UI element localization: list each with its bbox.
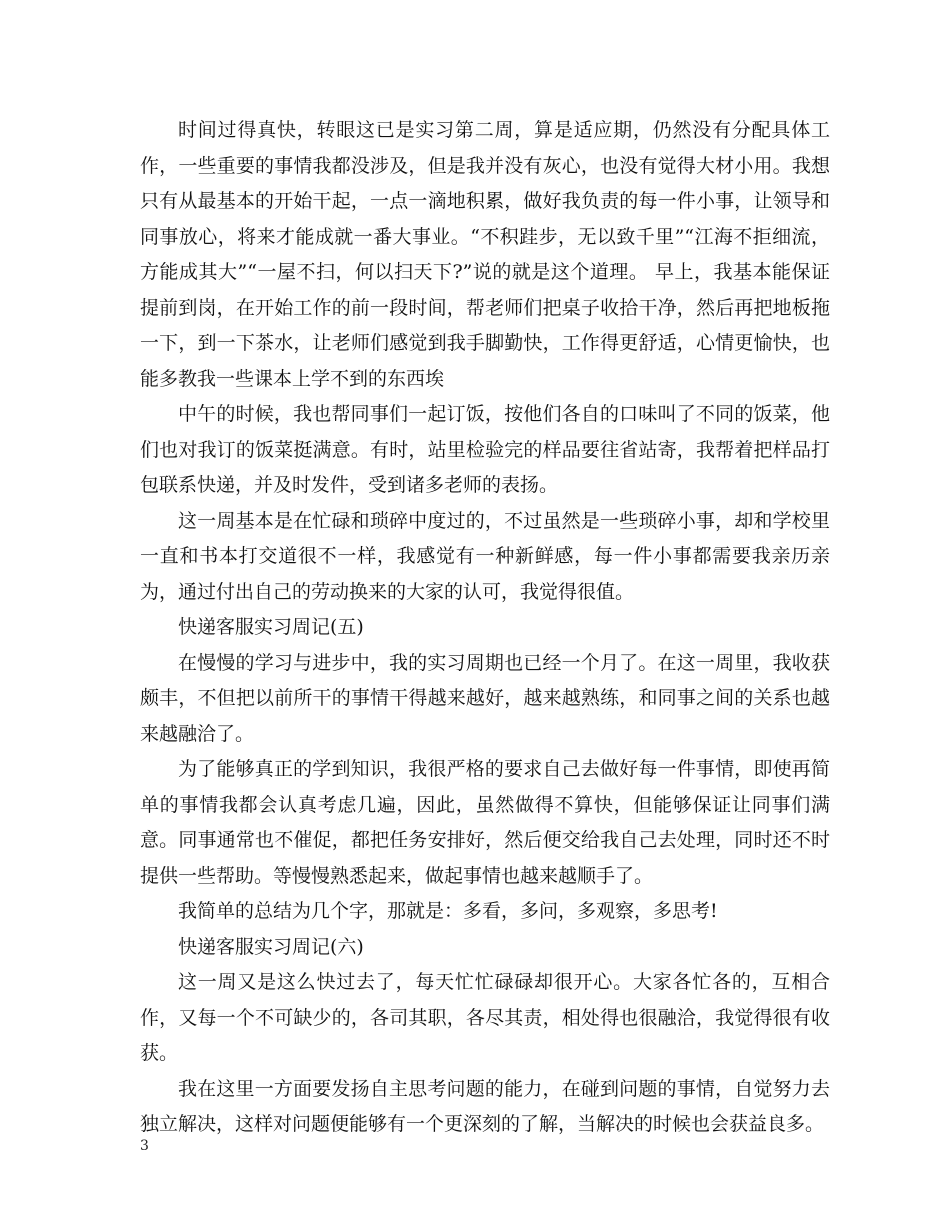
paragraph: 时间过得真快，转眼这已是实习第二周，算是适应期，仍然没有分配具体工作，一些重要的事情我都没涉及，但是我并没有灰心，也没有觉得大材小用。我想只有从最基本的开始干起，一点一滴地积累，做好我负责的每一件小事，让领导和同事放心，将来才能成就一番大事业。“不积跬步，无以致千里”“江海不拒细流，方能成其大”“一屋不扫，何以扫天下?”说的就是这个道理。 早上，我基本能保证提前到岗，在开始工作的前一段时间，帮老师们把桌子收拾干净，然后再把地板拖一下，到一下茶水，让老师们感觉到我手脚勤快，工作得更舒适，心情更愉快，也能多教我一些课本上学不到的东西埃 [140, 119, 830, 390]
document-body [140, 113, 830, 1143]
paragraph: 我简单的总结为几个字，那就是：多看，多问，多观察，多思考! [178, 900, 718, 922]
paragraph: 为了能够真正的学到知识，我很严格的要求自己去做好每一件事情，即使再简单的事情我都会认真考虑几遍，因此，虽然做得不算快，但能够保证让同事们满意。同事通常也不催促，都把任务安排好，然后便交给我自己去处理，同时还不时提供一些帮助。等慢慢熟悉起来，做起事情也越来越顺手了。 [140, 758, 830, 887]
paragraph: 这一周又是这么快过去了，每天忙忙碌碌却很开心。大家各忙各的，互相合作，又每一个不可缺少的，各司其职，各尽其责，相处得也很融洽，我觉得很有收获。 [140, 971, 830, 1064]
page-number: 3 [140, 1138, 149, 1154]
paragraph: 中午的时候，我也帮同事们一起订饭，按他们各自的口味叫了不同的饭菜，他们也对我订的饭菜挺满意。有时，站里检验完的样品要往省站寄，我帮着把样品打包联系快递，并及时发件，受到诸多老师的表扬。 [140, 403, 830, 496]
section-heading: 快递客服实习周记(五) [178, 616, 364, 638]
paragraph: 这一周基本是在忙碌和琐碎中度过的，不过虽然是一些琐碎小事，却和学校里一直和书本打交道很不一样，我感觉有一种新鲜感，每一件小事都需要我亲历亲为，通过付出自己的劳动换来的大家的认可，我觉得很值。 [140, 509, 830, 603]
paragraph: 我在这里一方面要发扬自主思考问题的能力，在碰到问题的事情，自觉努力去独立解决，这样对问题便能够有一个更深刻的了解，当解决的时候也会获益良多。 [140, 1077, 830, 1135]
paragraph: 在慢慢的学习与进步中，我的实习周期也已经一个月了。在这一周里，我收获颇丰，不但把以前所干的事情干得越来越好，越来越熟练，和同事之间的关系也越来越融洽了。 [140, 651, 830, 745]
section-heading: 快递客服实习周记(六) [178, 935, 364, 958]
